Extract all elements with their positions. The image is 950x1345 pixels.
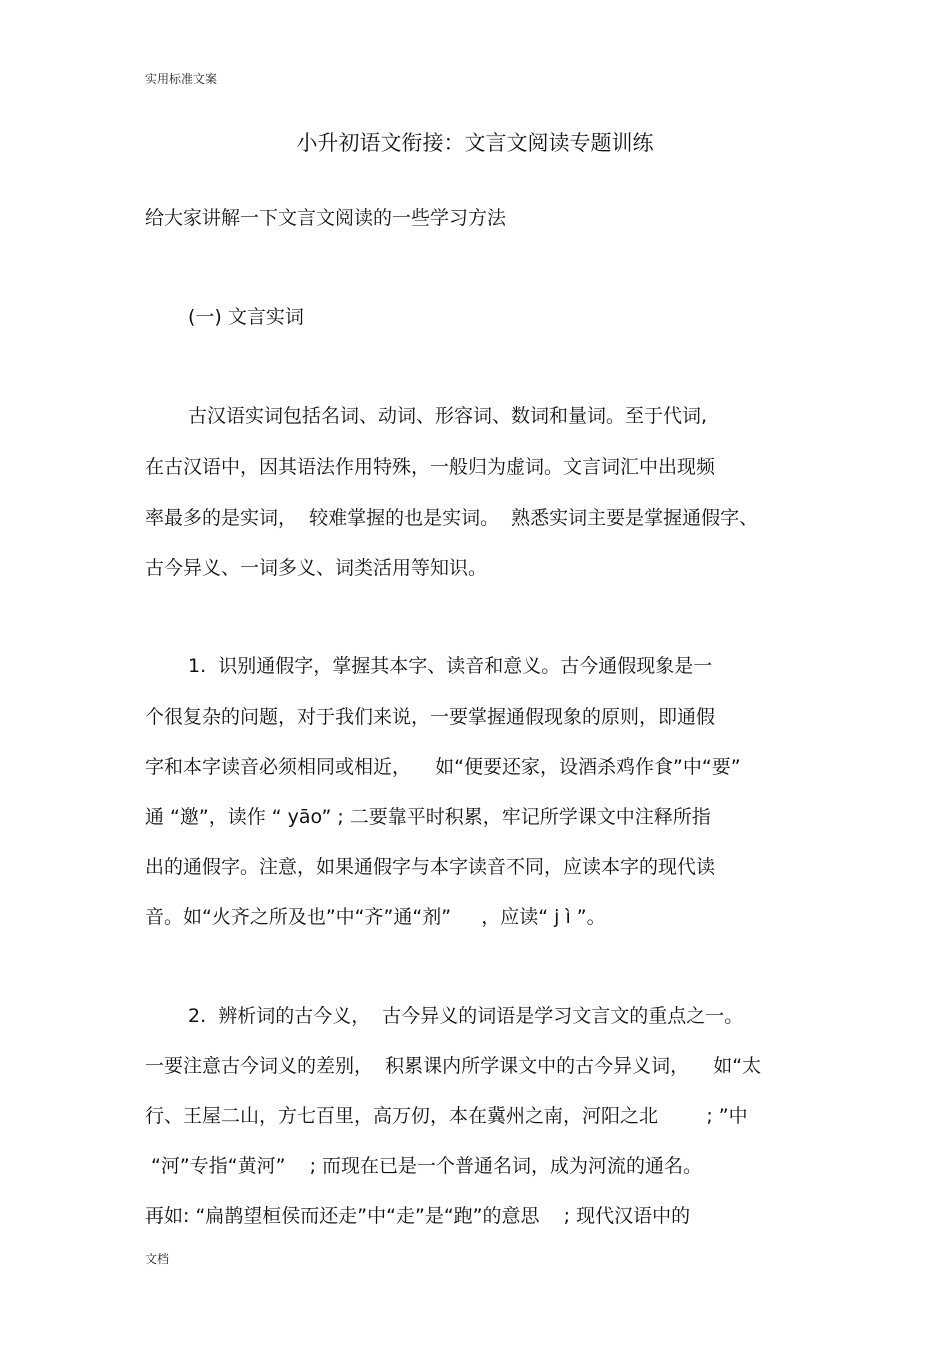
- text-line: 在古汉语中，因其语法作用特殊，一般归为虚词。文言词汇中出现频: [145, 456, 716, 478]
- document-title: 小升初语文衔接：文言文阅读专题训练: [296, 131, 654, 155]
- text-line: 古今异义、一词多义、词类活用等知识。: [145, 557, 488, 579]
- text-line: 再如: “扁鹊望桓侯而还走”中“走”是“跑”的意思 ; 现代汉语中的: [145, 1205, 691, 1227]
- text-line: 通 “邀”，读作 “ yāo” ; 二要靠平时积累，牢记所学课文中注释所指: [145, 806, 711, 828]
- text-line: 古汉语实词包括名词、动词、形容词、数词和量词。至于代词,: [188, 405, 708, 427]
- text-line: 1. 识别通假字，掌握其本字、读音和意义。古今通假现象是一: [188, 655, 713, 677]
- page-header: 实用标准文案: [145, 72, 218, 86]
- section-heading: (一) 文言实词: [188, 306, 304, 328]
- text-line: 出的通假字。注意，如果通假字与本字读音不同，应读本字的现代读: [145, 856, 716, 878]
- text-line: 音。如“火齐之所及也”中“齐”通“剂” ，应读“ j ì ”。: [145, 906, 606, 928]
- text-line: 个很复杂的问题，对于我们来说，一要掌握通假现象的原则，即通假: [145, 706, 716, 728]
- text-line: “河”专指“黄河” ; 而现在已是一个普通名词，成为河流的通名。: [145, 1155, 703, 1177]
- page-footer: 文档: [145, 1252, 170, 1266]
- text-line: 率最多的是实词， 较难掌握的也是实词。 熟悉实词主要是掌握通假字、: [145, 507, 759, 529]
- text-line: 一要注意古今词义的差别， 积累课内所学课文中的古今异义词， 如“太: [145, 1055, 762, 1077]
- text-line: 行、王屋二山，方七百里，高万仞，本在冀州之南，河阳之北 ; ”中: [145, 1105, 748, 1127]
- text-line: 字和本字读音必须相同或相近， 如“便要还家，设酒杀鸡作食”中“要”: [145, 756, 741, 778]
- intro-text: 给大家讲解一下文言文阅读的一些学习方法: [145, 207, 507, 229]
- text-line: 2. 辨析词的古今义， 古今异义的词语是学习文言文的重点之一。: [188, 1005, 744, 1027]
